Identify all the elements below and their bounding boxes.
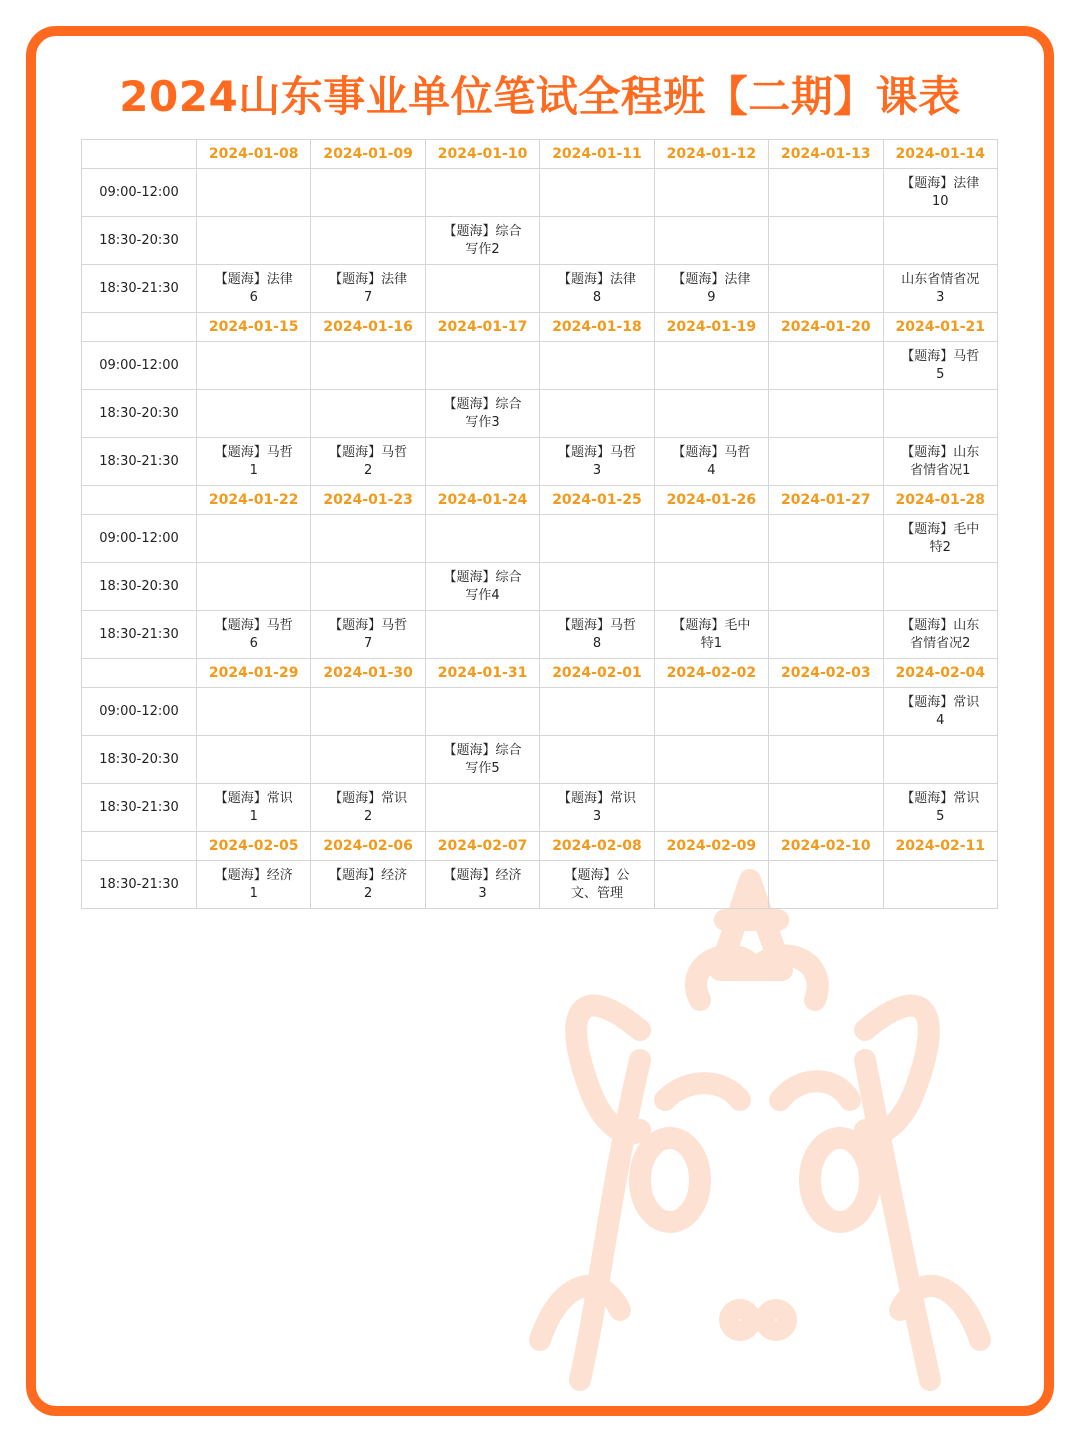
class-cell (769, 784, 883, 832)
class-cell (540, 688, 654, 736)
class-cell (540, 342, 654, 390)
class-cell (197, 217, 311, 265)
date-cell: 2024-02-03 (769, 659, 883, 688)
date-cell: 2024-01-24 (425, 486, 539, 515)
date-cell: 2024-02-07 (425, 832, 539, 861)
time-slot-row (82, 169, 998, 217)
class-cell (769, 169, 883, 217)
class-cell (769, 611, 883, 659)
time-slot-row (82, 390, 998, 438)
class-cell: 【题海】马哲 6 (197, 611, 311, 659)
class-cell: 【题海】常识 2 (311, 784, 425, 832)
class-cell (654, 784, 768, 832)
date-header-row (82, 313, 998, 342)
class-cell (540, 217, 654, 265)
class-cell (311, 217, 425, 265)
date-cell: 2024-01-18 (540, 313, 654, 342)
date-cell: 2024-02-11 (883, 832, 997, 861)
class-cell: 【题海】毛中 特2 (883, 515, 997, 563)
time-slot-row (82, 438, 998, 486)
class-cell: 【题海】马哲 8 (540, 611, 654, 659)
class-cell: 【题海】马哲 4 (654, 438, 768, 486)
class-cell (769, 342, 883, 390)
class-cell (197, 736, 311, 784)
class-cell (654, 861, 768, 909)
class-cell (540, 563, 654, 611)
class-cell (425, 611, 539, 659)
class-cell (883, 217, 997, 265)
class-cell: 【题海】法律 10 (883, 169, 997, 217)
date-header-row (82, 486, 998, 515)
date-cell: 2024-01-20 (769, 313, 883, 342)
class-cell (425, 342, 539, 390)
date-cell: 2024-01-29 (197, 659, 311, 688)
class-cell (654, 563, 768, 611)
class-cell: 山东省情省况 3 (883, 265, 997, 313)
class-cell (654, 688, 768, 736)
class-cell (311, 342, 425, 390)
class-cell: 【题海】常识 3 (540, 784, 654, 832)
date-header-row (82, 832, 998, 861)
date-cell: 2024-01-14 (883, 140, 997, 169)
class-cell (654, 169, 768, 217)
class-cell: 【题海】毛中 特1 (654, 611, 768, 659)
date-cell: 2024-01-10 (425, 140, 539, 169)
time-slot-label: 18:30-21:30 (82, 438, 197, 486)
date-cell: 2024-01-30 (311, 659, 425, 688)
class-cell (540, 736, 654, 784)
class-cell: 【题海】综合 写作2 (425, 217, 539, 265)
time-slot-label: 18:30-21:30 (82, 611, 197, 659)
class-cell: 【题海】法律 8 (540, 265, 654, 313)
class-cell (425, 265, 539, 313)
class-cell: 【题海】山东 省情省况2 (883, 611, 997, 659)
class-cell (311, 390, 425, 438)
class-cell (311, 736, 425, 784)
date-cell: 2024-02-01 (540, 659, 654, 688)
class-cell (311, 515, 425, 563)
class-cell (769, 736, 883, 784)
time-slot-label: 18:30-20:30 (82, 390, 197, 438)
date-cell: 2024-01-23 (311, 486, 425, 515)
class-cell: 【题海】法律 6 (197, 265, 311, 313)
class-cell (654, 342, 768, 390)
class-cell (769, 217, 883, 265)
date-cell: 2024-01-13 (769, 140, 883, 169)
date-cell: 2024-01-21 (883, 313, 997, 342)
date-cell: 2024-01-28 (883, 486, 997, 515)
class-cell: 【题海】综合 写作4 (425, 563, 539, 611)
time-slot-label: 18:30-20:30 (82, 217, 197, 265)
class-cell (769, 861, 883, 909)
date-cell: 2024-01-17 (425, 313, 539, 342)
date-row-corner (82, 659, 197, 688)
unicorn-mascot-watermark (520, 860, 1000, 1420)
date-cell: 2024-02-09 (654, 832, 768, 861)
time-slot-row (82, 515, 998, 563)
class-cell (197, 688, 311, 736)
class-cell (540, 169, 654, 217)
date-cell: 2024-02-04 (883, 659, 997, 688)
time-slot-row (82, 563, 998, 611)
class-cell: 【题海】综合 写作5 (425, 736, 539, 784)
class-cell (197, 563, 311, 611)
class-cell (654, 515, 768, 563)
class-cell (425, 784, 539, 832)
date-cell: 2024-02-06 (311, 832, 425, 861)
class-cell (654, 736, 768, 784)
date-cell: 2024-01-15 (197, 313, 311, 342)
date-cell: 2024-01-09 (311, 140, 425, 169)
date-row-corner (82, 486, 197, 515)
date-cell: 2024-01-27 (769, 486, 883, 515)
date-row-corner (82, 140, 197, 169)
class-cell (425, 515, 539, 563)
date-cell: 2024-01-12 (654, 140, 768, 169)
class-cell (769, 515, 883, 563)
time-slot-row (82, 688, 998, 736)
class-cell (425, 169, 539, 217)
date-row-corner (82, 313, 197, 342)
class-cell: 【题海】马哲 5 (883, 342, 997, 390)
time-slot-label: 09:00-12:00 (82, 169, 197, 217)
class-cell (883, 861, 997, 909)
class-cell: 【题海】公 文、管理 (540, 861, 654, 909)
class-cell (311, 563, 425, 611)
class-cell (311, 688, 425, 736)
date-header-row (82, 659, 998, 688)
class-cell (197, 342, 311, 390)
class-cell: 【题海】常识 5 (883, 784, 997, 832)
time-slot-label: 18:30-21:30 (82, 861, 197, 909)
time-slot-row (82, 736, 998, 784)
date-row-corner (82, 832, 197, 861)
class-cell (540, 515, 654, 563)
class-cell: 【题海】马哲 1 (197, 438, 311, 486)
class-cell (311, 169, 425, 217)
class-cell (425, 438, 539, 486)
class-cell: 【题海】常识 1 (197, 784, 311, 832)
class-cell (769, 563, 883, 611)
class-cell: 【题海】马哲 2 (311, 438, 425, 486)
time-slot-label: 18:30-21:30 (82, 784, 197, 832)
class-cell: 【题海】马哲 7 (311, 611, 425, 659)
schedule-table (81, 139, 998, 909)
class-cell (769, 438, 883, 486)
time-slot-label: 18:30-21:30 (82, 265, 197, 313)
class-cell: 【题海】经济 1 (197, 861, 311, 909)
date-cell: 2024-01-26 (654, 486, 768, 515)
class-cell: 【题海】法律 9 (654, 265, 768, 313)
class-cell (883, 563, 997, 611)
time-slot-row (82, 861, 998, 909)
class-cell (540, 390, 654, 438)
class-cell (883, 390, 997, 438)
date-cell: 2024-02-10 (769, 832, 883, 861)
class-cell (654, 390, 768, 438)
class-cell: 【题海】马哲 3 (540, 438, 654, 486)
class-cell (769, 688, 883, 736)
page-title: 2024山东事业单位笔试全程班【二期】课表 (119, 72, 961, 121)
time-slot-row (82, 611, 998, 659)
time-slot-label: 09:00-12:00 (82, 688, 197, 736)
date-cell: 2024-02-02 (654, 659, 768, 688)
time-slot-row (82, 784, 998, 832)
date-cell: 2024-01-11 (540, 140, 654, 169)
date-cell: 2024-01-31 (425, 659, 539, 688)
date-cell: 2024-01-16 (311, 313, 425, 342)
time-slot-row (82, 217, 998, 265)
class-cell (654, 217, 768, 265)
time-slot-row (82, 265, 998, 313)
class-cell (197, 390, 311, 438)
date-cell: 2024-01-25 (540, 486, 654, 515)
class-cell (883, 736, 997, 784)
time-slot-label: 09:00-12:00 (82, 342, 197, 390)
class-cell: 【题海】经济 3 (425, 861, 539, 909)
time-slot-label: 18:30-20:30 (82, 736, 197, 784)
class-cell: 【题海】综合 写作3 (425, 390, 539, 438)
date-cell: 2024-01-22 (197, 486, 311, 515)
class-cell: 【题海】山东 省情省况1 (883, 438, 997, 486)
time-slot-row (82, 342, 998, 390)
class-cell: 【题海】常识 4 (883, 688, 997, 736)
date-cell: 2024-01-08 (197, 140, 311, 169)
time-slot-label: 09:00-12:00 (82, 515, 197, 563)
class-cell: 【题海】经济 2 (311, 861, 425, 909)
class-cell (197, 169, 311, 217)
class-cell: 【题海】法律 7 (311, 265, 425, 313)
date-cell: 2024-02-05 (197, 832, 311, 861)
date-header-row (82, 140, 998, 169)
date-cell: 2024-02-08 (540, 832, 654, 861)
class-cell (769, 390, 883, 438)
date-cell: 2024-01-19 (654, 313, 768, 342)
time-slot-label: 18:30-20:30 (82, 563, 197, 611)
class-cell (425, 688, 539, 736)
class-cell (197, 515, 311, 563)
class-cell (769, 265, 883, 313)
